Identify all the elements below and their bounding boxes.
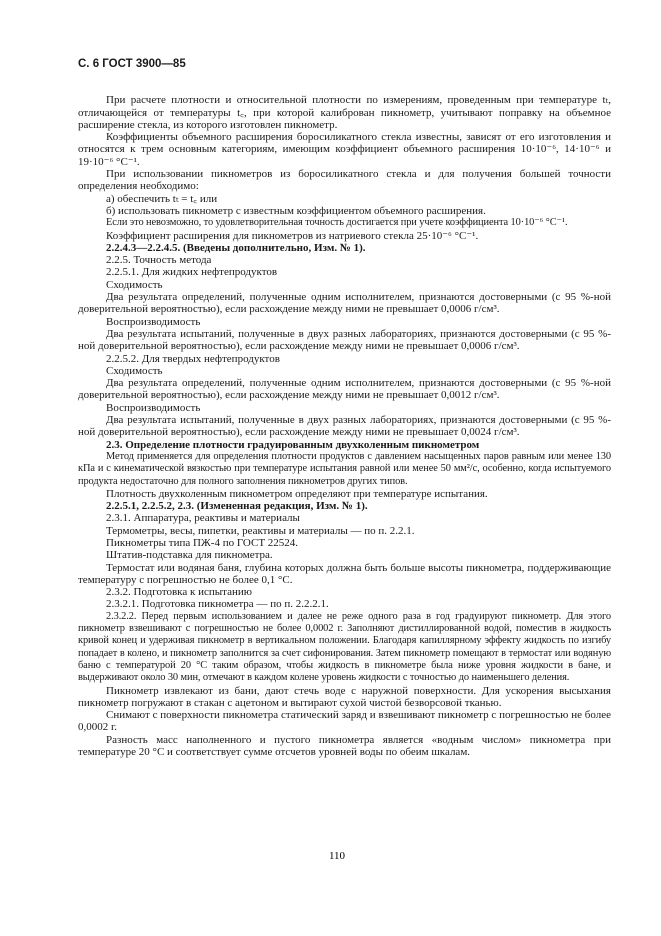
subheading: Сходимость — [106, 278, 163, 291]
paragraph: Два результата определений, полученные одним исполнителем, признаются достоверными (с 95 %-ной доверительной вероятностью), если расхождение между ними не превышает 0,0012 г/см³. — [78, 377, 611, 402]
subheading: Сходимость — [106, 364, 163, 377]
paragraph: Плотность двухколенным пикнометром определяют при температуре испытания. — [106, 487, 488, 500]
subheading: Воспроизводимость — [106, 315, 201, 328]
section-heading: 2.2.5.1. Для жидких нефтепродуктов — [106, 266, 278, 279]
paragraph: Термометры, весы, пипетки, реактивы и материалы — по п. 2.2.1. — [106, 524, 415, 537]
paragraph: При использовании пикнометров из боросиликатного стекла и для получения большей точности определения необходимо: — [78, 168, 611, 193]
document-page — [78, 58, 611, 758]
page-header: С. 6 ГОСТ 3900—85 — [78, 58, 186, 70]
paragraph: Термостат или водяная баня, глубина которых должна быть больше высоты пикнометра, поддерживающие температуру с погрешностью не более 0,1 °С. — [78, 561, 611, 586]
paragraph: 2.3.2.1. Подготовка пикнометра — по п. 2.2.2.1. — [106, 598, 329, 611]
paragraph: Два результата определений, полученные одним исполнителем, признаются достоверными (с 95 %-ной доверительной вероятностью), если расхождение между ними не превышает 0,0006 г/см³. — [78, 291, 611, 316]
page-number: 110 — [328, 850, 346, 862]
paragraph: Коэффициенты объемного расширения боросиликатного стекла известны, зависят от его изготовления и относятся к трем основным категориям, имеющим коэффициент объемного расширения 10·10⁻⁶, 14·10⁻⁶ и 19·10⁻⁶ °С⁻¹. — [78, 131, 611, 168]
section-heading: 2.3.2. Подготовка к испытанию — [106, 586, 252, 599]
paragraph: Пикнометр извлекают из бани, дают стечь воде с наружной поверхности. Для ускорения высыхания пикнометр погружают в стакан с ацетоном и вытирают сухой чистой безворсовой тканью. — [78, 684, 611, 709]
list-item: б) использовать пикнометр с известным коэффициентом объемного расширения. — [106, 204, 486, 217]
paragraph: Два результата испытаний, полученные в двух разных лабораториях, признаются достоверными (с 95 %-ной доверительной вероятностью), если расхождение между ними не превышает 0,0006 г/см³. — [78, 327, 611, 353]
paragraph: При расчете плотности и относительной плотности по измерениям, проведенным при температуре tₜ, отличающейся от температуры t꜀, при которой калиброван пикнометр, учитывают поправку на объемное расширение стекла, из которого изготовлен пикнометр. — [78, 94, 611, 131]
paragraph: Снимают с поверхности пикнометра статический заряд и взвешивают пикнометр с погрешностью не более 0,0002 г. — [78, 709, 611, 734]
paragraph: Метод применяется для определения плотности продуктов с давлением насыщенных паров равным или менее 130 кПа и с кинематической вязкостью при температуре испытания равной или менее 50 мм²/с, особенно, когда испытуемого продукта недостаточно для полного заполнения пикнометров других типов. — [78, 450, 611, 487]
section-heading: 2.3.1. Аппаратура, реактивы и материалы — [106, 512, 300, 525]
amendment-note: 2.2.4.3—2.2.4.5. (Введены дополнительно, Изм. № 1). — [106, 241, 366, 254]
paragraph: Пикнометры типа ПЖ-4 по ГОСТ 22524. — [106, 536, 299, 549]
subheading: Воспроизводимость — [106, 401, 201, 414]
paragraph: Два результата испытаний, полученные в двух разных лабораториях, признаются достоверными (с 95 %-ной доверительной вероятностью), если расхождение между ними не превышает 0,0024 г/см³. — [78, 414, 611, 439]
section-heading: 2.2.5. Точность метода — [106, 254, 212, 267]
paragraph: Если это невозможно, то удовлетворительная точность достигается при учете коэффициента 10·10⁻⁶ °С⁻¹. — [106, 217, 568, 229]
paragraph: Коэффициент расширения для пикнометров из натриевого стекла 25·10⁻⁶ °С⁻¹. — [106, 229, 479, 242]
paragraph: Разность масс наполненного и пустого пикнометра является «водным числом» пикнометра при температуре 20 °С и соответствует сумме отсчетов уровней воды по обеим шкалам. — [78, 733, 611, 759]
amendment-note: 2.2.5.1, 2.2.5.2, 2.3. (Измененная редакция, Изм. № 1). — [106, 500, 368, 513]
paragraph: 2.3.2.2. Перед первым использованием и далее не реже одного раза в год градуируют пикнометр. Для этого пикнометр взвешивают с погрешностью не более 0,0002 г. Заполняют дистиллированной водой, поместив в жидкость кривой конец и удерживая пикнометр в вертикальном положении. Благодаря капиллярному эффекту жидкость по изгибу попадает в колено, и пикнометр заполнится за счет сифонирования. Затем пикнометр помещают в термостат или водяную баню с температурой 20 °С таким образом, чтобы жидкость в пикнометре была ниже уровня жидкости в бане, и выдерживают около 30 мин, отмечают в каждом колене уровень жидкости с точностью до наименьшего деления. — [78, 610, 611, 684]
list-item: а) обеспечить tₜ = t꜀ или — [106, 192, 218, 205]
section-heading: 2.3. Определение плотности градуированным двухколенным пикнометром — [106, 438, 480, 451]
paragraph: Штатив-подставка для пикнометра. — [106, 549, 273, 562]
section-heading: 2.2.5.2. Для твердых нефтепродуктов — [106, 352, 280, 365]
